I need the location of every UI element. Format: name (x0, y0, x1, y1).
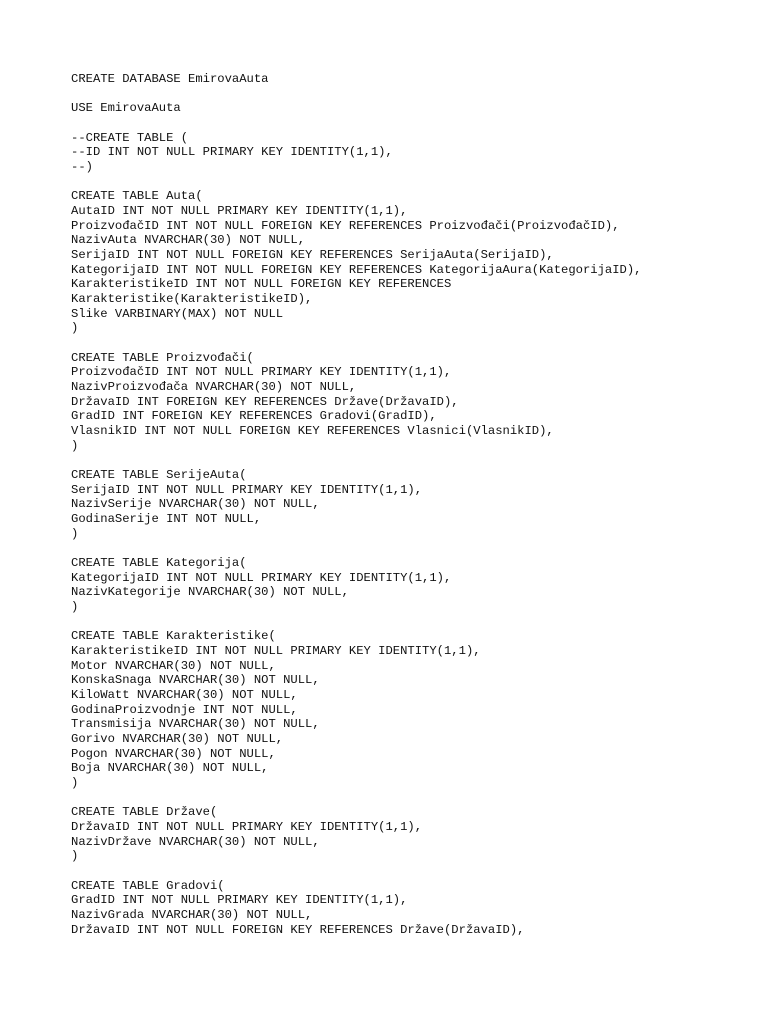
code-line: NazivSerije NVARCHAR(30) NOT NULL, (71, 497, 320, 512)
code-line: Transmisija NVARCHAR(30) NOT NULL, (71, 717, 320, 732)
code-line: KarakteristikeID INT NOT NULL FOREIGN KEY REFERENCES (71, 277, 452, 292)
code-line: VlasnikID INT NOT NULL FOREIGN KEY REFERENCES Vlasnici(VlasnikID), (71, 424, 554, 439)
code-line: GradID INT NOT NULL PRIMARY KEY IDENTITY(1,1), (71, 893, 408, 908)
code-line: Slike VARBINARY(MAX) NOT NULL (71, 306, 284, 321)
code-line: KonskaSnaga NVARCHAR(30) NOT NULL, (71, 673, 320, 688)
code-line: KategorijaID INT NOT NULL PRIMARY KEY IDENTITY(1,1), (71, 570, 452, 585)
code-line: CREATE TABLE Države( (71, 805, 218, 820)
code-line: ) (71, 776, 79, 791)
code-line: ProizvođačID INT NOT NULL PRIMARY KEY IDENTITY(1,1), (71, 365, 452, 380)
code-line: CREATE TABLE Proizvođači( (71, 350, 254, 365)
code-line: KiloWatt NVARCHAR(30) NOT NULL, (71, 688, 298, 703)
code-line: ) (71, 438, 79, 453)
code-line: Boja NVARCHAR(30) NOT NULL, (71, 761, 269, 776)
code-line (71, 175, 641, 190)
code-line: KarakteristikeID INT NOT NULL PRIMARY KEY IDENTITY(1,1), (71, 644, 481, 659)
code-line (71, 864, 641, 879)
code-line: CREATE TABLE Auta( (71, 189, 203, 204)
code-line: NazivGrada NVARCHAR(30) NOT NULL, (71, 908, 313, 923)
code-line (71, 87, 641, 102)
code-line: GodinaSerije INT NOT NULL, (71, 512, 262, 527)
code-line: GradID INT FOREIGN KEY REFERENCES Gradovi(GradID), (71, 409, 437, 424)
code-line (71, 336, 641, 351)
code-line (71, 615, 641, 630)
code-line: SerijaID INT NOT NULL PRIMARY KEY IDENTITY(1,1), (71, 482, 423, 497)
code-line: ) (71, 526, 79, 541)
code-line: DržavaID INT NOT NULL FOREIGN KEY REFERENCES Države(DržavaID), (71, 922, 525, 937)
code-line: GodinaProizvodnje INT NOT NULL, (71, 702, 298, 717)
code-line: --CREATE TABLE ( (71, 130, 189, 145)
code-line: Motor NVARCHAR(30) NOT NULL, (71, 658, 276, 673)
code-line: AutaID INT NOT NULL PRIMARY KEY IDENTITY(1,1), (71, 204, 408, 218)
code-line (71, 453, 641, 468)
code-line: NazivProizvođača NVARCHAR(30) NOT NULL, (71, 380, 357, 395)
code-line: CREATE TABLE SerijeAuta( (71, 468, 247, 483)
code-line: ) (71, 321, 79, 336)
code-line: CREATE DATABASE EmirovaAuta (71, 72, 269, 86)
code-line: Karakteristike(KarakteristikeID), (71, 292, 313, 307)
code-line: DržavaID INT NOT NULL PRIMARY KEY IDENTITY(1,1), (71, 820, 423, 835)
code-line (71, 541, 641, 556)
code-line: Pogon NVARCHAR(30) NOT NULL, (71, 746, 276, 761)
code-line: CREATE TABLE Karakteristike( (71, 629, 276, 644)
code-line: KategorijaID INT NOT NULL FOREIGN KEY REFERENCES KategorijaAura(KategorijaID), (71, 262, 642, 277)
code-line: NazivKategorije NVARCHAR(30) NOT NULL, (71, 585, 349, 600)
code-line: NazivAuta NVARCHAR(30) NOT NULL, (71, 233, 306, 248)
code-line: ) (71, 849, 79, 864)
code-line (71, 116, 641, 131)
code-line: ProizvođačID INT NOT NULL FOREIGN KEY REFERENCES Proizvođači(ProizvođačID), (71, 218, 620, 233)
sql-code-block (71, 72, 641, 938)
code-line: NazivDržave NVARCHAR(30) NOT NULL, (71, 834, 320, 849)
code-line: --) (71, 160, 93, 174)
code-line: DržavaID INT FOREIGN KEY REFERENCES Države(DržavaID), (71, 394, 459, 409)
code-line: ) (71, 600, 79, 615)
code-line: SerijaID INT NOT NULL FOREIGN KEY REFERENCES SerijaAuta(SerijaID), (71, 248, 554, 263)
code-line (71, 791, 641, 806)
code-line: --ID INT NOT NULL PRIMARY KEY IDENTITY(1,1), (71, 145, 393, 160)
code-line: Gorivo NVARCHAR(30) NOT NULL, (71, 732, 284, 747)
code-line: CREATE TABLE Gradovi( (71, 878, 225, 893)
code-line: USE EmirovaAuta (71, 101, 181, 116)
code-line: CREATE TABLE Kategorija( (71, 556, 247, 571)
